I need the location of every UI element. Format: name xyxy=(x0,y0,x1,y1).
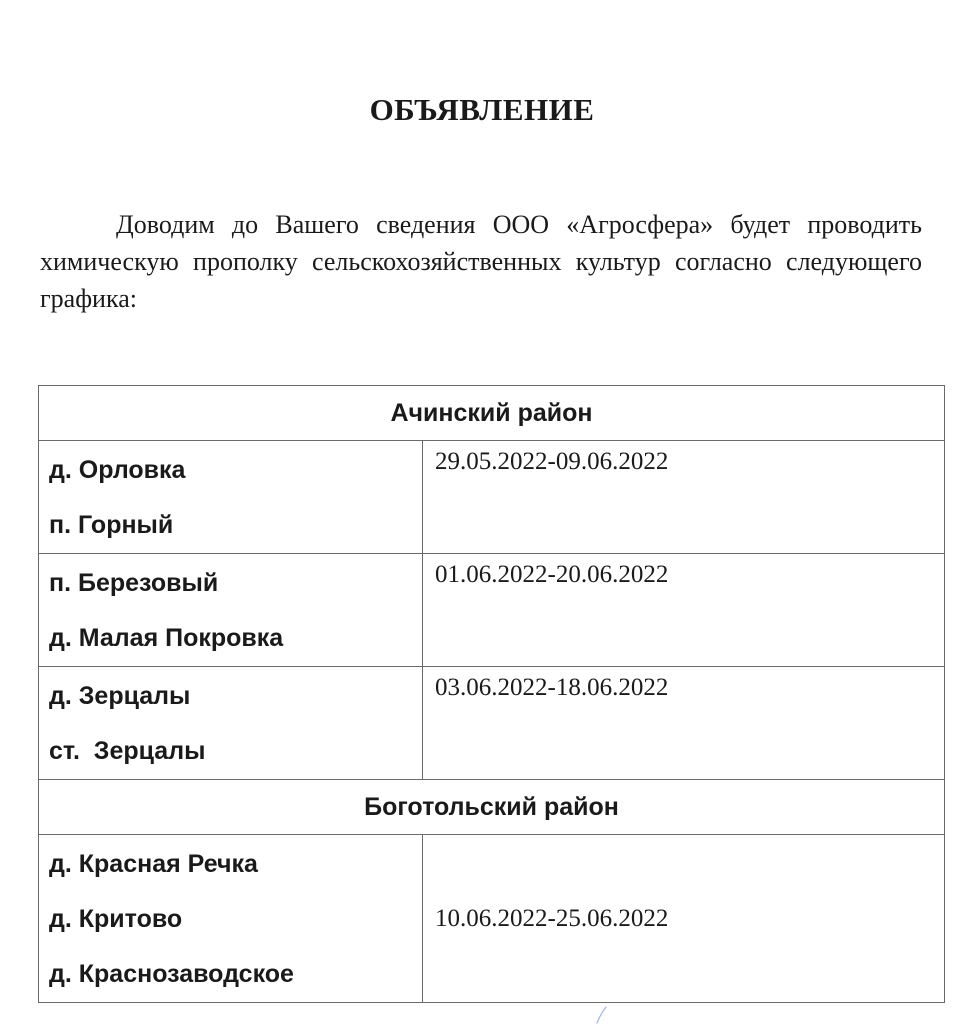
place-name: ст. Зерцалы xyxy=(49,737,206,765)
places-cell xyxy=(39,441,423,554)
table-row xyxy=(39,667,945,780)
place-name: д. Красная Речка xyxy=(49,850,258,878)
schedule-table xyxy=(38,385,945,1003)
place-name: д. Малая Покровка xyxy=(49,624,284,652)
intro-paragraph: Доводим до Вашего сведения ООО «Агросфера» будет проводить химическую прополку сельскохозяйственных культур согласно следующего графика: xyxy=(40,210,922,313)
district-header-row xyxy=(39,780,945,835)
place-name: д. Критово xyxy=(49,905,183,933)
place-name: д. Орловка xyxy=(49,456,186,484)
place-name: д. Краснозаводское xyxy=(49,960,294,988)
dates-cell: 29.05.2022-09.06.2022 xyxy=(423,441,945,554)
table-row xyxy=(39,835,945,1003)
places-cell xyxy=(39,667,423,780)
dates-cell: 10.06.2022-25.06.2022 xyxy=(423,835,945,1003)
place-name: п. Горный xyxy=(49,511,174,539)
place-name: п. Березовый xyxy=(49,569,219,597)
table-row xyxy=(39,441,945,554)
district-name: Боготольский район xyxy=(39,780,945,835)
pen-stroke-mark xyxy=(594,1006,608,1024)
dates-cell: 01.06.2022-20.06.2022 xyxy=(423,554,945,667)
dates-cell: 03.06.2022-18.06.2022 xyxy=(423,667,945,780)
place-name: д. Зерцалы xyxy=(49,682,191,710)
district-header-row xyxy=(39,386,945,441)
places-cell xyxy=(39,554,423,667)
page-title: ОБЪЯВЛЕНИЕ xyxy=(369,92,595,127)
district-name: Ачинский район xyxy=(39,386,945,441)
table-row xyxy=(39,554,945,667)
places-cell xyxy=(39,835,423,1003)
